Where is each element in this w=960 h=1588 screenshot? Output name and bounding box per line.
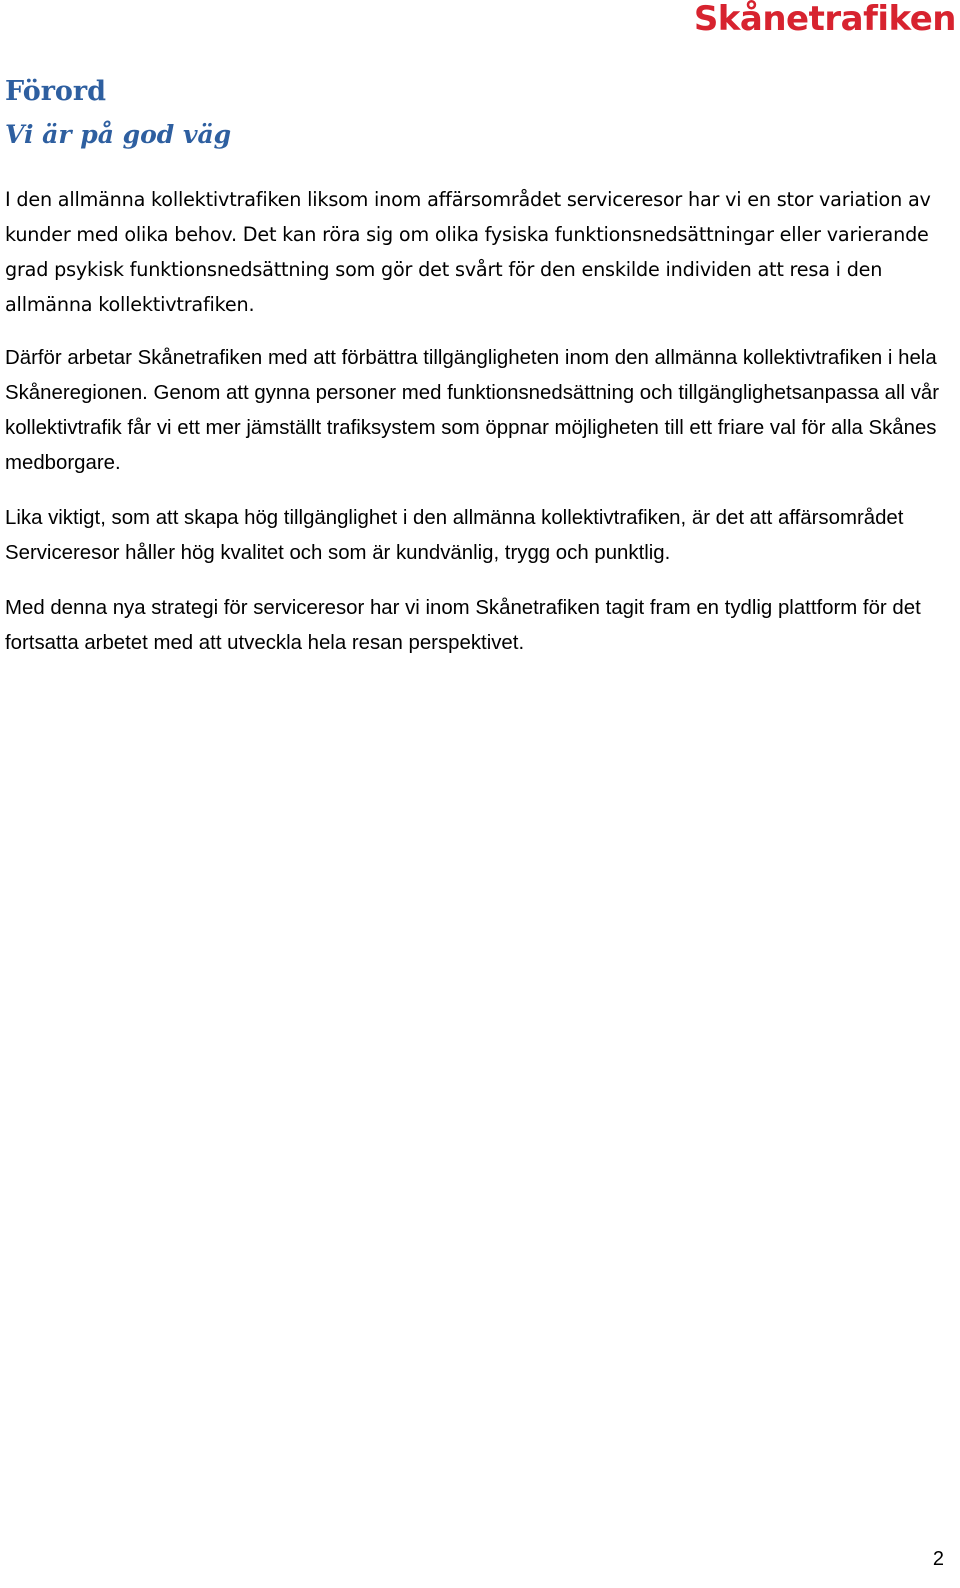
page-subtitle: Vi är på god väg: [5, 120, 232, 149]
page-title: Förord: [5, 76, 107, 107]
skanetrafiken-logo: Skånetrafiken: [693, 0, 956, 39]
page-number: 2: [932, 1548, 944, 1570]
paragraph-quality: Lika viktigt, som att skapa hög tillgänglighet i den allmänna kollektivtrafiken, är det att affärsområdet Serviceresor håller hög kvalitet och som är kundvänlig, trygg och punktlig.: [5, 507, 904, 564]
paragraph-accessibility: Därför arbetar Skånetrafiken med att förbättra tillgängligheten inom den allmänna kollektivtrafiken i hela Skåneregionen. Genom att gynna personer med funktionsnedsättning och tillgänglighetsanpassa all vår kollektivtrafik får vi ett mer jämställt trafiksystem som öppnar möjligheten till ett friare val för alla Skånes medborgare.: [5, 347, 940, 474]
paragraph-intro: I den allmänna kollektivtrafiken liksom inom affärsområdet serviceresor har vi en stor variation av kunder med olika behov. Det kan röra sig om olika fysiska funktionsnedsättningar eller varierande grad psykisk funktionsnedsättning som gör det svårt för den enskilde individen att resa i den allmänna kollektivtrafiken.: [5, 188, 931, 316]
paragraph-strategy: Med denna nya strategi för serviceresor har vi inom Skånetrafiken tagit fram en tydlig plattform för det fortsatta arbetet med att utveckla hela resan perspektivet.: [5, 597, 921, 654]
